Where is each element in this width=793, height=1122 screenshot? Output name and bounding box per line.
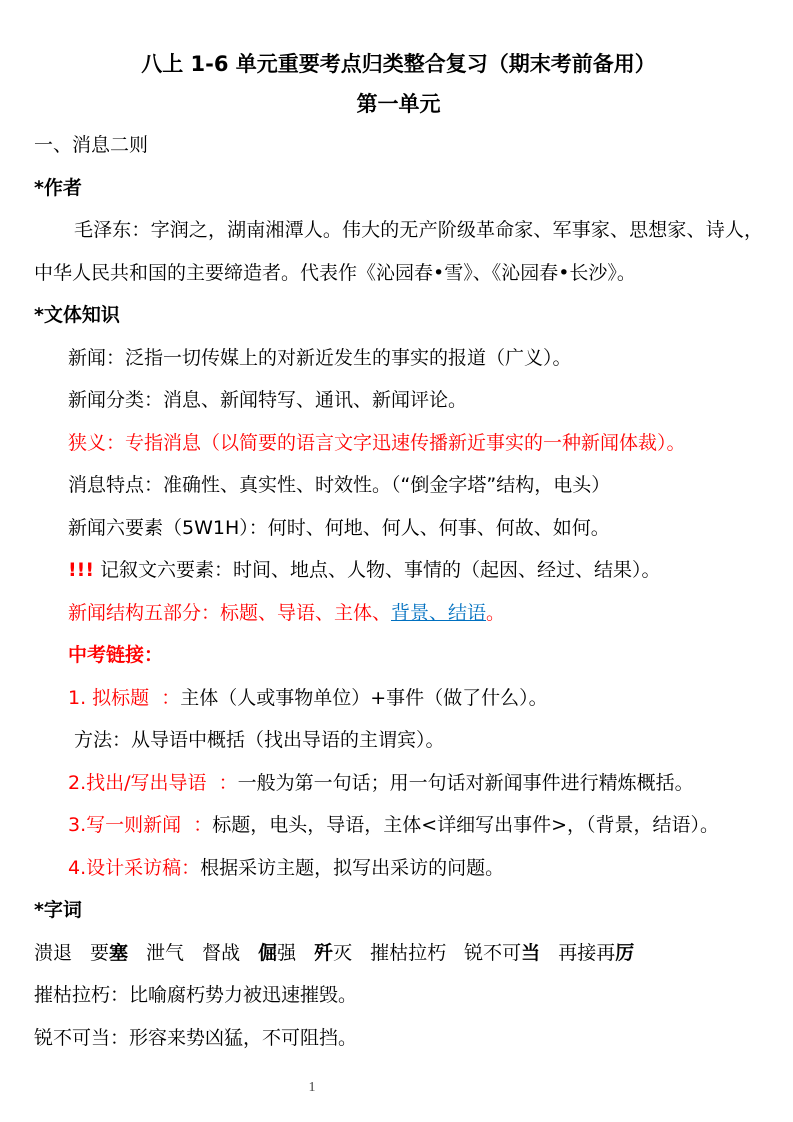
news-structure-period: 。 <box>486 601 506 624</box>
news-six-elements: 新闻六要素（5W1H）：何时、何地、何人、何事、何故、如何。 <box>68 516 610 539</box>
page-title: 八上 1-6 单元重要考点归类整合复习（期末考前备用） <box>141 52 656 76</box>
exam-item-3-text: 标题，电头，导语，主体<详细写出事件>，（背景，结语）。 <box>212 814 720 836</box>
exam-item-1 <box>34 677 763 720</box>
vocab-word: 锐不可当 <box>464 941 541 964</box>
news-categories: 新闻分类：消息、新闻特写、通讯、新闻评论。 <box>68 389 468 411</box>
vocab-definition-1: 摧枯拉朽：比喻腐朽势力被迅速摧毁。 <box>34 984 358 1006</box>
news-structure-line <box>34 592 763 635</box>
news-narrow-definition: 狭义：专指消息（以简要的语言文字迅速传播新近事实的一种新闻体裁）。 <box>68 431 686 454</box>
vocab-word: 溃退 <box>34 941 73 964</box>
message-features: 消息特点：准确性、真实性、时效性。（“倒金字塔”结构，电头） <box>68 474 611 496</box>
section-heading: 一、消息二则 <box>34 134 149 156</box>
exam-item-4-text: 根据采访主题，拟写出采访的问题。 <box>200 856 505 879</box>
exam-item-4 <box>34 847 763 890</box>
exam-item-4-label: 4.设计采访稿： <box>68 856 201 879</box>
exam-item-2-text: 一般为第一句话；用一句话对新闻事件进行精炼概括。 <box>237 771 694 794</box>
exam-item-3 <box>34 804 763 847</box>
vocab-word: 泄气 <box>146 941 185 964</box>
exam-item-3-label: 3.写一则新闻 ： <box>68 814 213 836</box>
exclamation-marker: !!! <box>68 559 94 581</box>
narrative-six-elements-line <box>34 549 763 592</box>
news-broad-definition: 新闻：泛指一切传媒上的对新近发生的事实的报道（广义）。 <box>68 346 572 369</box>
exam-item-1-label: 1. 拟标题 ： <box>68 686 181 709</box>
vocab-word: 再接再厉 <box>558 941 635 964</box>
author-heading: *作者 <box>34 176 82 199</box>
narrative-six-elements-text: 记叙文六要素：时间、地点、人物、事情的（起因、经过、结果）。 <box>94 559 661 581</box>
vocab-word: 倔强 <box>258 941 297 964</box>
vocab-word: 要塞 <box>90 941 129 964</box>
exam-link-heading: 中考链接： <box>68 644 164 666</box>
vocab-word: 摧枯拉朽 <box>370 941 447 964</box>
vocab-definition-2: 锐不可当：形容来势凶猛，不可阻挡。 <box>34 1026 358 1049</box>
exam-item-1-text: 主体（人或事物单位）+事件（做了什么）。 <box>180 686 548 709</box>
vocabulary-word-list <box>34 932 763 975</box>
vocab-word: 督战 <box>202 941 241 964</box>
unit-heading: 第一单元 <box>356 92 441 116</box>
exam-item-1-method: 方法：从导语中概括（找出导语的主谓宾）。 <box>68 729 445 751</box>
vocab-word: 歼灭 <box>314 941 353 964</box>
author-paragraph: 毛泽东：字润之，湖南湘潭人。伟大的无产阶级革命家、军事家、思想家、诗人，中华人民共和国的主要缔造者。代表作《沁园春•雪》、《沁园春•长沙》。 <box>34 219 763 284</box>
vocabulary-heading: *字词 <box>34 899 82 921</box>
page-number: 1 <box>308 1080 316 1095</box>
exam-item-2 <box>34 762 763 805</box>
exam-item-2-label: 2.找出/写出导语 ： <box>68 771 238 794</box>
stylistic-knowledge-heading: *文体知识 <box>34 304 120 326</box>
news-structure-blue-terms: 背景、结语 <box>391 601 487 624</box>
news-structure-label: 新闻结构五部分：标题、导语、主体、 <box>68 601 392 624</box>
